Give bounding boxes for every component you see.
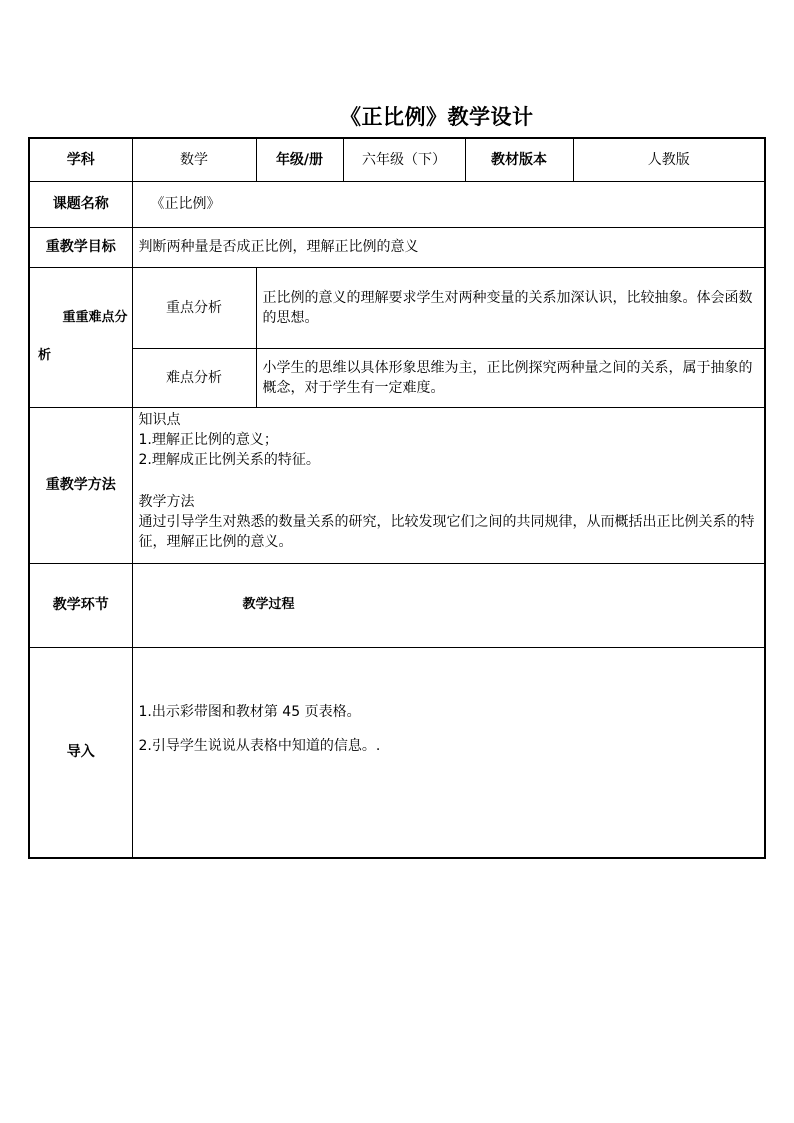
row-topic [29,181,765,227]
difficulty-value: 小学生的思维以具体形象思维为主，正比例探究两种量之间的关系，属于抽象的概念，对于学生有一定难度。 [256,348,765,407]
difficulty-label: 难点分析 [132,348,256,407]
key-point-label: 重点分析 [132,267,256,348]
method-heading: 教学方法 [138,493,195,510]
row-basic-info [29,138,765,181]
row-process-header [29,563,765,647]
analysis-label-line1: 重重难点分 [62,310,128,325]
subject-value: 数学 [132,138,256,181]
subject-label: 学科 [29,138,132,181]
row-key-point [29,267,765,348]
intro-label: 导入 [29,647,132,858]
intro-content [132,647,765,858]
row-intro [29,647,765,858]
intro-step: 1.出示彩带图和教材第 45 页表格。 [138,703,361,720]
goal-label: 重教学目标 [29,227,132,267]
grade-value: 六年级（下） [343,138,465,181]
method-label: 重教学方法 [29,407,132,563]
method-content [132,407,765,563]
stage-label: 教学环节 [29,563,132,647]
knowledge-item: 2.理解成正比例关系的特征。 [138,451,320,468]
key-point-value: 正比例的意义的理解要求学生对两种变量的关系加深认识，比较抽象。体会函数的思想。 [256,267,765,348]
edition-value: 人教版 [573,138,765,181]
grade-label: 年级/册 [256,138,343,181]
lesson-plan-table [28,137,766,859]
knowledge-heading: 知识点 [138,411,181,428]
topic-label: 课题名称 [29,181,132,227]
intro-step: 2.引导学生说说从表格中知道的信息。. [138,737,381,754]
row-method [29,407,765,563]
analysis-label-line2: 析 [38,348,52,363]
document-title: 《正比例》教学设计 [340,105,534,129]
method-value: 通过引导学生对熟悉的数量关系的研究，比较发现它们之间的共同规律，从而概括出正比例关系的特征，理解正比例的意义。 [138,513,755,550]
process-label: 教学过程 [132,563,765,647]
edition-label: 教材版本 [465,138,573,181]
row-difficulty [29,348,765,407]
analysis-label [29,267,132,407]
row-goal [29,227,765,267]
goal-value: 判断两种量是否成正比例，理解正比例的意义 [132,227,765,267]
knowledge-item: 1.理解正比例的意义； [138,431,278,448]
topic-value: 《正比例》 [132,181,765,227]
